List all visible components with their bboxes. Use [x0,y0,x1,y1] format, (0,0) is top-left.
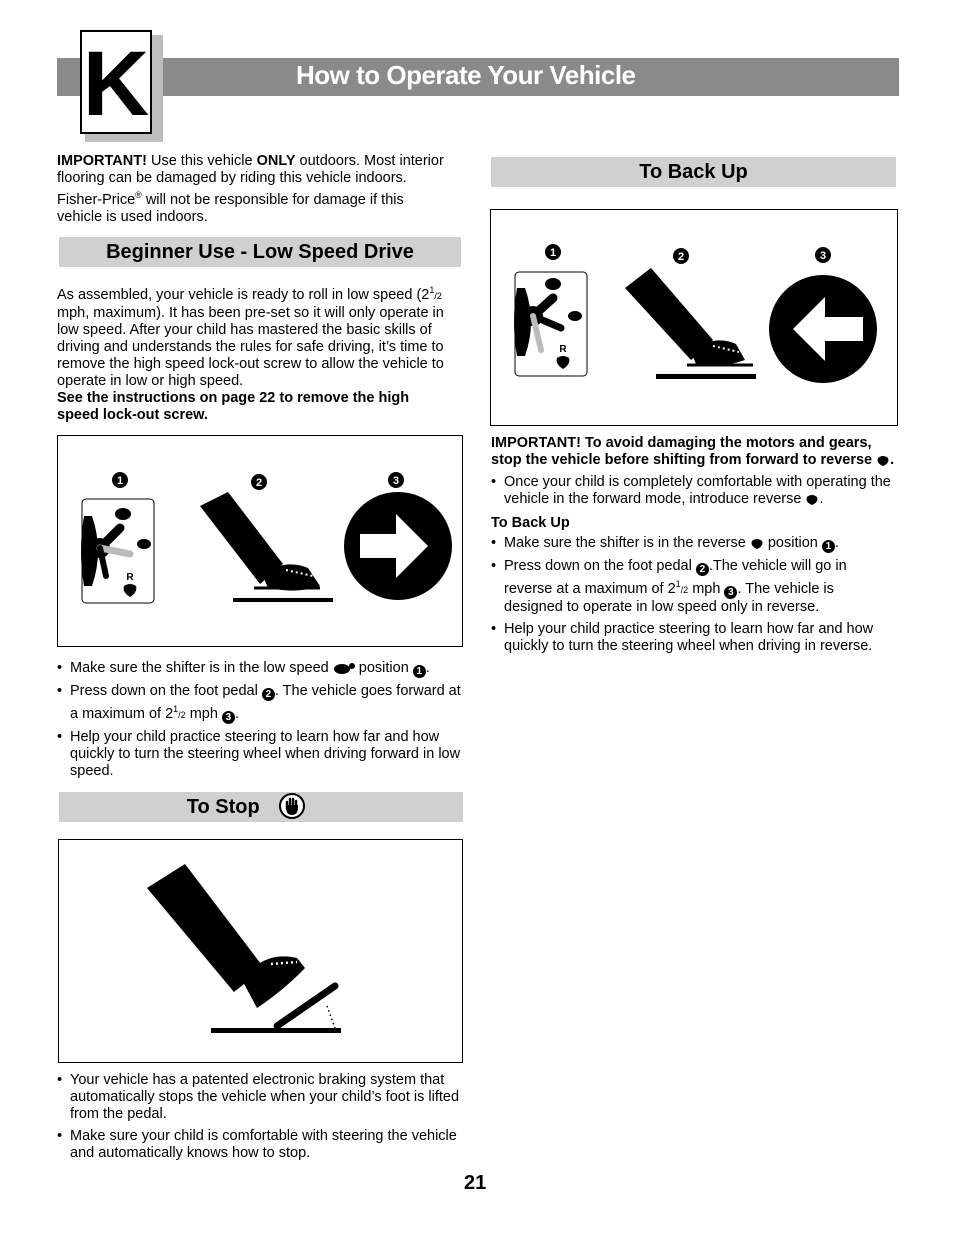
foot-pedal-icon [625,268,756,379]
foot-pedal-icon [200,492,333,602]
svg-text:R: R [559,344,567,355]
page-title: How to Operate Your Vehicle [296,60,636,90]
fraction-numerator: 1 [429,285,435,295]
list-item: • Make sure the shifter is in the low speed position 1 . [57,660,462,678]
svg-text:1: 1 [549,247,557,259]
list-item: • Help your child practice steering to learn how far and how quickly to turn the steering wheel when driving forward in low speed. [57,729,462,780]
svg-text:R: R [126,572,134,583]
stop-bullets [57,1072,462,1167]
beginner-paragraph [57,282,452,424]
paragraph-text: As assembled, your vehicle is ready to roll in low speed (2 [57,286,430,303]
rabbit-icon [876,454,890,466]
beginner-bullets [57,660,462,785]
reverse-figure [490,209,898,426]
shifter-reverse-icon [514,272,587,376]
list-item: • Make sure the shifter is in the reverse position 1 . [491,535,896,553]
shifter-low-speed-icon [81,499,154,603]
number-3-icon [815,247,831,263]
important-lead: IMPORTANT! [57,153,147,169]
svg-text:3: 3 [392,475,400,487]
reverse-arrow-icon [769,275,877,383]
backup-content [491,435,896,660]
important-text: outdoors. Most interior flooring can be damaged by riding this vehicle indoors. Fisher-Price [57,153,444,208]
stop-section-title: To Stop [59,792,463,822]
number-3-icon: 3 [724,586,737,599]
list-item: • Once your child is completely comfortable with operating the vehicle in the forward mode, introduce reverse . [491,474,896,508]
lockout-note: See the instructions on page 22 to remove the high speed lock-out screw. [57,389,410,423]
list-item: • Help your child practice steering to learn how far and how quickly to turn the steering wheel when driving in reverse. [491,621,896,655]
svg-text:3: 3 [819,250,827,262]
number-2-icon: 2 [262,688,275,701]
forward-arrow-icon [344,492,452,600]
backup-section-title: To Back Up [639,161,748,183]
page-number: 21 [464,1172,487,1194]
stop-section-bar [59,792,463,822]
svg-text:2: 2 [255,477,263,489]
rabbit-icon [750,537,764,549]
beginner-section-bar [59,237,461,267]
section-letter: K [80,30,152,134]
list-item: • Press down on the foot pedal 2 .The vehicle will go in reverse at a maximum of $2^1/2$ mph 3 . The vehicle is designed to operate in low speed only in reverse. [491,558,896,616]
number-2-icon: 2 [696,563,709,576]
foot-pedal-icon [147,864,341,1033]
number-1-icon: 1 [413,665,426,678]
number-2-icon [251,474,267,490]
stop-figure [58,839,463,1063]
reverse-warning: IMPORTANT! To avoid damaging the motors and gears, stop the vehicle before shifting from forward to reverse . [491,435,895,468]
number-3-icon: 3 [222,711,235,724]
only-emphasis: ONLY [256,153,296,169]
list-item: • Make sure your child is comfortable with steering the vehicle and automatically knows how to stop. [57,1128,462,1162]
reverse-illustration [491,210,896,424]
important-notice [57,153,452,226]
number-1-icon [545,244,561,260]
svg-text:2: 2 [677,251,685,263]
important-text: will not be responsible for damage if this vehicle is used indoors. [57,191,404,225]
stop-illustration [59,840,461,1061]
important-text: Use this vehicle [146,153,257,169]
number-3-icon [388,472,404,488]
number-2-icon [673,248,689,264]
beginner-section-title: Beginner Use - Low Speed Drive [106,241,414,263]
forward-illustration [58,436,461,645]
number-1-icon: 1 [822,540,835,553]
number-1-icon [112,472,128,488]
turtle-icon [333,662,355,674]
list-item: • Your vehicle has a patented electronic braking system that automatically stops the vehicle when your child’s foot is lifted from the pedal. [57,1072,462,1123]
list-item: • Press down on the foot pedal 2 . The vehicle goes forward at a maximum of $2^1/2$ mph 3 . [57,683,462,724]
rabbit-icon [805,493,819,505]
fraction-denominator: /2 [434,290,442,301]
svg-text:1: 1 [116,475,124,487]
paragraph-text: mph, maximum). It has been pre-set so it will only operate in low speed. After your child has mastered the basic skills of driving and understands the rules for safe driving, it’s time to remove the high speed lock-out screw to allow the vehicle to operate in low or high speed. [57,304,444,389]
backup-subhead: To Back Up [491,515,570,531]
stop-hand-icon [279,793,305,819]
backup-section-bar [491,157,896,187]
registered-mark: ® [135,190,142,200]
forward-figure [57,435,463,647]
